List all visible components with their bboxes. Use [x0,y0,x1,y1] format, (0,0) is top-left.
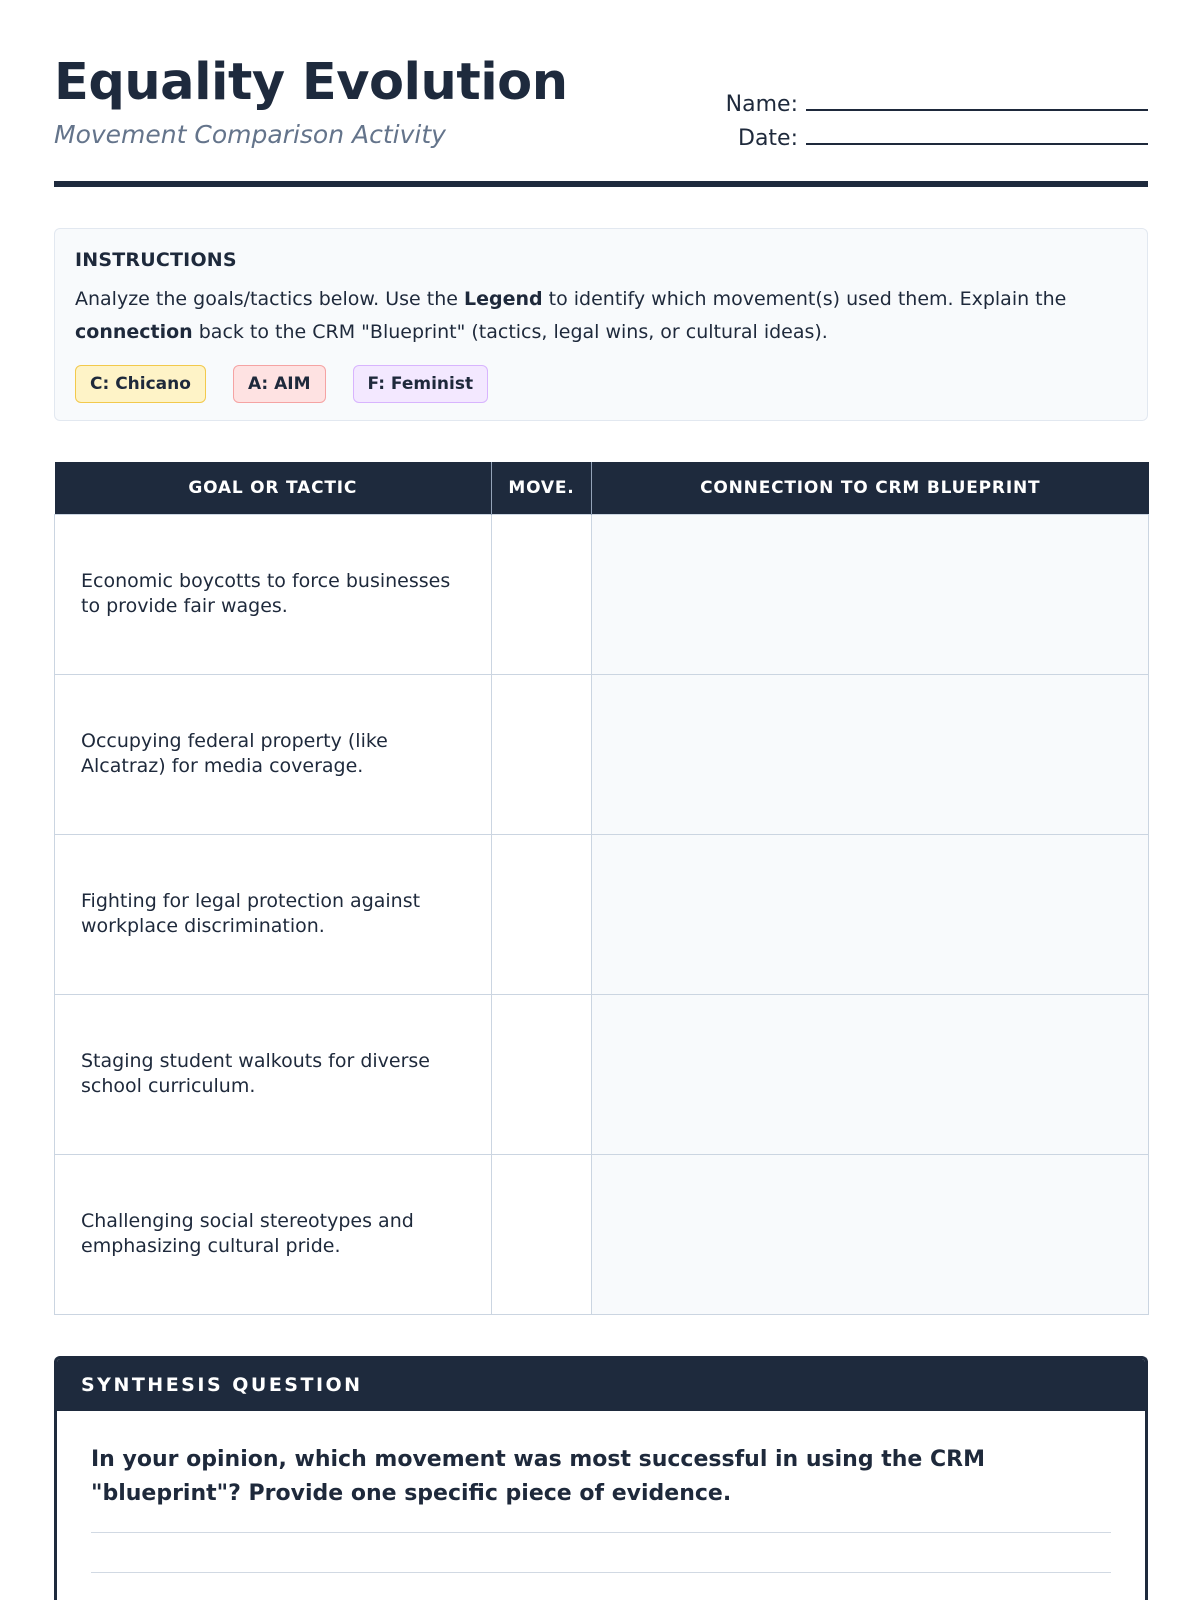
connection-answer-cell[interactable] [592,674,1149,834]
connection-answer-cell[interactable] [592,514,1149,674]
table-row [55,1154,1149,1314]
table-row [55,514,1149,674]
instructions-text [75,283,1127,349]
instructions-bold-legend: Legend [463,288,543,310]
column-header-goal: GOAL OR TACTIC [55,462,492,514]
date-field-row [726,122,1148,156]
move-answer-cell[interactable] [492,1154,592,1314]
instructions-heading: INSTRUCTIONS [75,249,237,271]
tactic-cell: Economic boycotts to force businesses to provide fair wages. [55,514,492,674]
name-field-row [726,88,1148,122]
move-answer-cell[interactable] [492,514,592,674]
table-row [55,834,1149,994]
header-divider [54,181,1148,187]
comparison-table [54,462,1149,1315]
worksheet-header [54,52,1148,188]
synthesis-section [54,1356,1148,1600]
synthesis-heading: SYNTHESIS QUESTION [57,1359,1145,1411]
instructions-bold-connection: connection [75,321,193,343]
comparison-table-wrapper [54,462,1148,1315]
legend-badge-chicano: C: Chicano [75,365,206,403]
instructions-box [54,228,1148,421]
tactic-cell: Challenging social stereotypes and emphasizing cultural pride. [55,1154,492,1314]
column-header-move: MOVE. [492,462,592,514]
name-field[interactable] [806,89,1148,111]
connection-answer-cell[interactable] [592,994,1149,1154]
answer-line[interactable] [91,1511,1111,1533]
tactic-cell: Staging student walkouts for diverse school curriculum. [55,994,492,1154]
instructions-text-part: Analyze the goals/tactics below. Use the [75,288,464,310]
instructions-text-part: back to the CRM "Blueprint" (tactics, legal wins, or cultural ideas). [192,321,828,343]
table-row [55,674,1149,834]
synthesis-question: In your opinion, which movement was most successful in using the CRM "blueprint"? Provide one specific piece of evidence. [91,1447,985,1506]
name-label: Name: [725,92,798,117]
column-header-connection: CONNECTION TO CRM BLUEPRINT [592,462,1149,514]
date-field[interactable] [806,123,1148,145]
connection-answer-cell[interactable] [592,1154,1149,1314]
answer-line[interactable] [91,1533,1111,1573]
date-label: Date: [738,126,798,151]
legend-badge-feminist: F: Feminist [353,365,489,403]
table-header-row [55,462,1149,514]
tactic-cell: Fighting for legal protection against workplace discrimination. [55,834,492,994]
student-info-fields [726,88,1148,156]
answer-line[interactable] [91,1573,1111,1600]
movement-legend [75,365,1127,403]
table-row [55,994,1149,1154]
tactic-cell: Occupying federal property (like Alcatraz) for media coverage. [55,674,492,834]
instructions-text-part: to identify which movement(s) used them. Explain the [542,288,1067,310]
move-answer-cell[interactable] [492,834,592,994]
connection-answer-cell[interactable] [592,834,1149,994]
move-answer-cell[interactable] [492,994,592,1154]
page-title: Equality Evolution [54,53,568,112]
page-subtitle: Movement Comparison Activity [54,120,446,149]
legend-badge-aim: A: AIM [233,365,326,403]
move-answer-cell[interactable] [492,674,592,834]
